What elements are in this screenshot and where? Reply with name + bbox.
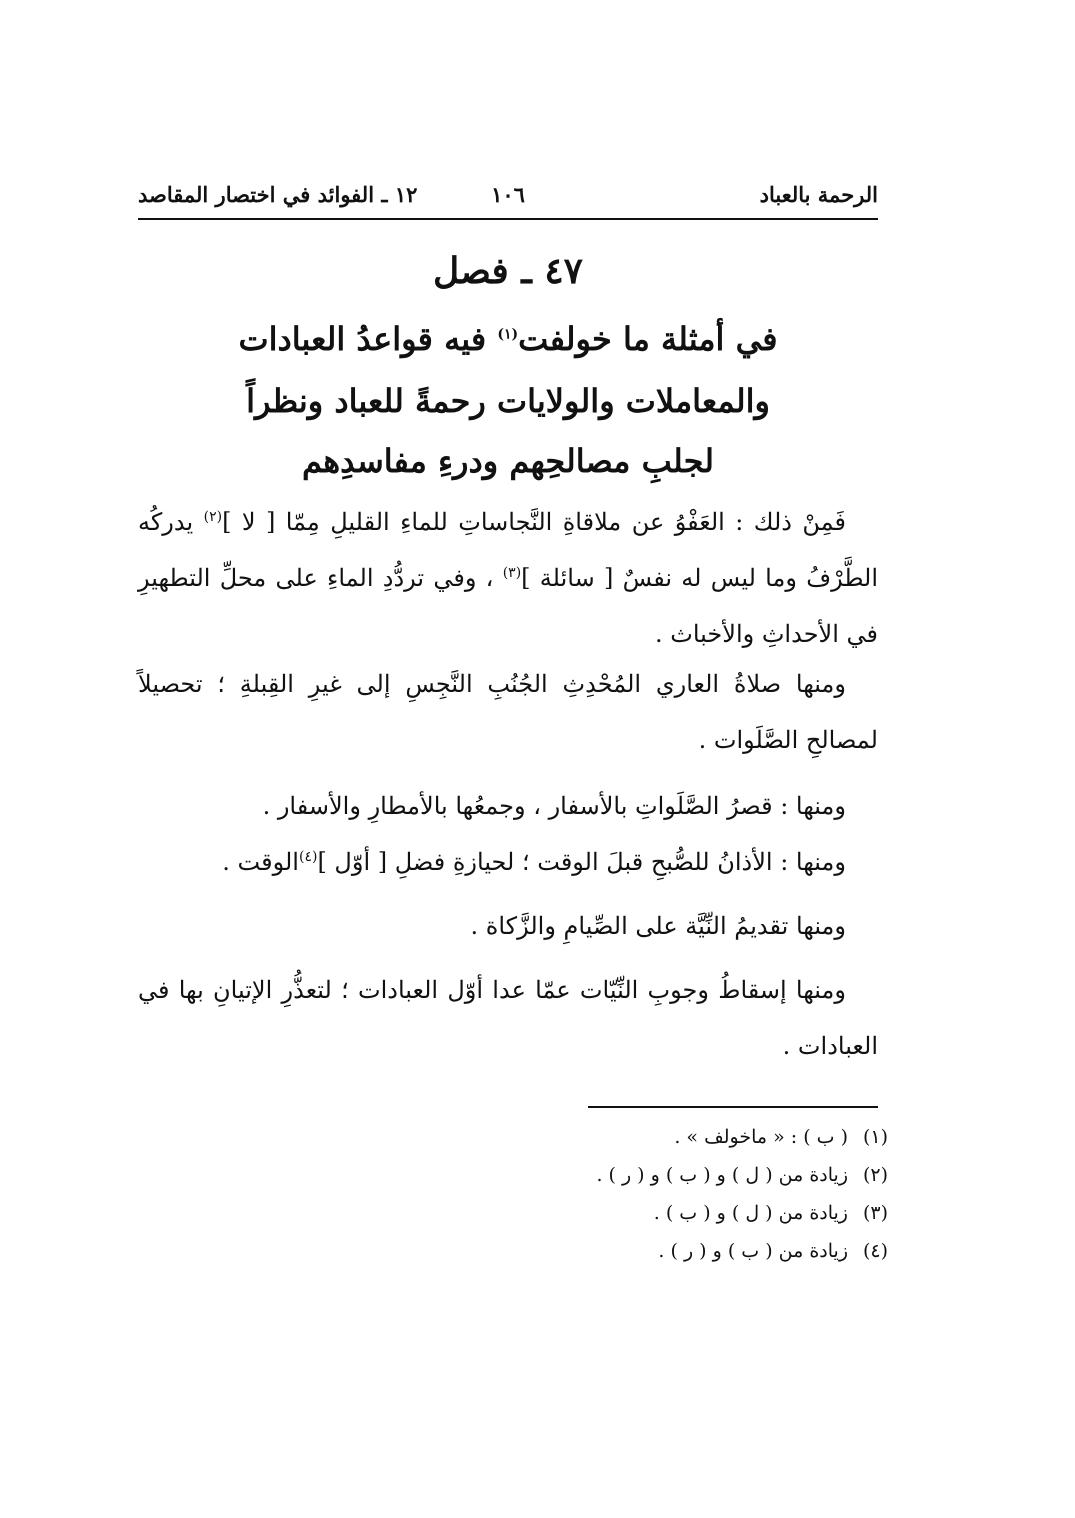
footnote-text: زيادة من ( ب ) و ( ر ) . [658,1240,848,1262]
paragraph-text: ومنها : قصرُ الصَّلَواتِ بالأسفار ، وجمعُها بالأمطارِ والأسفار . [262,792,846,820]
paragraph-text: يدركُه الطَّرْفُ وما ليس له نفسٌ [ سائلة ] [138,508,878,592]
header-divider [138,218,878,220]
footnote-item [468,1156,888,1194]
paragraph-text: ومنها إسقاطُ وجوبِ النِّيّات عمّا عدا أوّل العبادات ؛ لتعذُّرِ الإتيانِ بها في العبادات . [138,976,878,1060]
footnote-number: (٢) [862,1164,888,1186]
footnote-divider [588,1106,878,1108]
paragraph-text: ومنها تقديمُ النِّيَّة على الصِّيامِ والزَّكاة . [470,912,846,940]
footnote-item [468,1118,888,1156]
title-fragment-b: فيه قواعدُ العبادات [238,320,487,358]
paragraph-3 [138,778,878,834]
footnote-ref: (١) [497,326,519,343]
paragraph-4 [138,834,878,890]
footnote-ref: (٤) [298,849,318,865]
paragraph-6 [138,962,878,1074]
footnote-number: (٤) [862,1240,888,1262]
paragraph-text: الوقت . [222,848,299,876]
footnote-item [468,1232,888,1270]
footnote-item [468,1194,888,1232]
footnotes [468,1118,888,1270]
header-chapter-title: ١٢ ـ الفوائد في اختصار المقاصد [138,182,418,207]
footnote-text: ( ب ) : « ماخولف » . [674,1126,848,1148]
section-title-line-1 [138,320,878,358]
section-title-line-3: لجلبِ مصالحِهم ودرءِ مفاسدِهم [302,442,714,480]
paragraph-text: ومنها : الأذانُ للصُّبحِ قبلَ الوقت ؛ لحيازةِ فضلِ [ أوّل ] [317,848,846,876]
header-page-number: ١٠٦ [491,182,525,207]
paragraph-text: ومنها صلاةُ العاري المُحْدِثِ الجُنُبِ النَّجِسِ إلى غيرِ القِبلةِ ؛ تحصيلاً لمصالحِ الصَّلَوات . [138,670,878,754]
paragraph-text: فَمِنْ ذلك : العَفْوُ عن ملاقاةِ النَّجاساتِ للماءِ القليلِ مِمّا [ لا ] [222,508,846,536]
footnote-ref: (٢) [203,509,223,525]
footnote-text: زيادة من ( ل ) و ( ب ) و ( ر ) . [596,1164,848,1186]
section-heading: ٤٧ ـ فصل [433,250,583,292]
header-book-title: الرحمة بالعباد [759,182,878,207]
footnote-ref: (٣) [502,565,522,581]
paragraph-text: ، وفي تردُّدِ الماءِ على محلِّ التطهيرِ في الأحداثِ والأخباث . [138,564,878,648]
footnote-number: (٣) [862,1202,888,1224]
paragraph-5 [138,898,878,954]
footnote-number: (١) [862,1126,888,1148]
footnote-text: زيادة من ( ل ) و ( ب ) . [653,1202,848,1224]
paragraph-1 [138,494,878,662]
paragraph-2 [138,656,878,768]
section-title-line-2: والمعاملات والولايات رحمةً للعباد ونظراً [246,382,770,420]
running-header [138,182,878,216]
title-fragment-a: في أمثلة ما خولفت [518,320,778,358]
